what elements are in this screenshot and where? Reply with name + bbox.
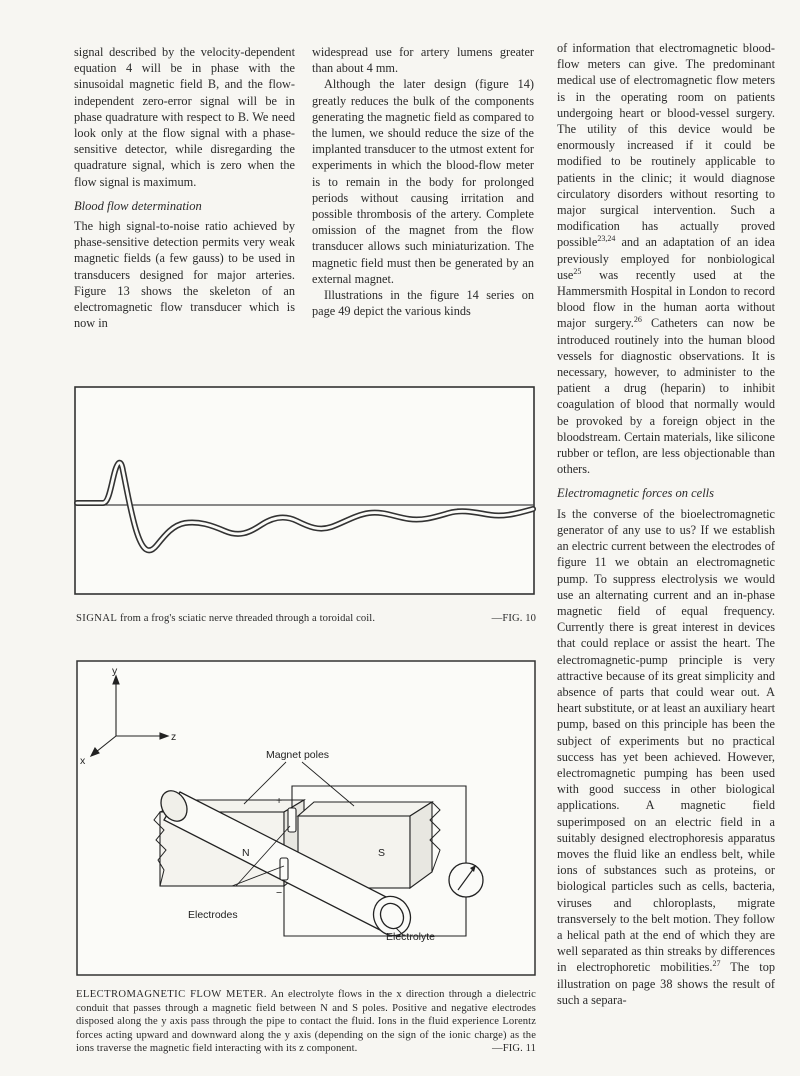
paragraph: The high signal-to-noise ratio achieved by phase-sensitive detection permits very weak magnetic fields (a few gauss) to be used in transducers designed for major arteries. Figure 13 shows the skeleton of an electromagnetic flow transducer which is now in: [74, 219, 295, 331]
positive-electrode: [288, 808, 296, 832]
section-heading: Blood flow determination: [74, 198, 202, 213]
figure-11-caption: ELECTROMAGNETIC FLOW METER. An electrolyte flows in the x direction through a dielectric conduit that passes through a magnetic field between N and S poles. Positive and negative electrodes disposed along the y axis pass through the pipe to contact the fluid. Ions in the fluid experience Lorentz forces acting upward and downward along the y axis (depending on the sign of the ionic charge) as the ions traverse the magnetic field interacting with its z component. —FIG. 11: [76, 989, 536, 1054]
figure-10-caption: SIGNAL from a frog's sciatic nerve threaded through a toroidal coil. —FIG. 10: [76, 613, 536, 624]
text-column-2: [312, 44, 534, 319]
paragraph: Illustrations in the figure 14 series on page 49 depict the various kinds: [312, 288, 534, 319]
reference-mark: 23,24: [597, 234, 616, 244]
plus-sign: +: [276, 795, 283, 807]
meter-icon: [449, 863, 483, 897]
text-column-3: [557, 40, 775, 1008]
paragraph: Although the later design (figure 14) greatly reduces the bulk of the components generating the magnetic field as compared to the lumen, we should reduce the size of the implanted transducer to the utmost extent for experiments in which the blood-flow meter is to remain in the body for prolonged periods without causing irritation and possible thrombosis of the artery. Complete omission of the magnet from the flow transducer allows such miniaturization. The magnetic field must then be generated by an external magnet.: [312, 77, 534, 286]
figure-label: —FIG. 11: [492, 1043, 536, 1054]
label-electrodes: Electrodes: [188, 909, 238, 921]
section-heading: Electromagnetic forces on cells: [557, 486, 715, 501]
axis-label-y: y: [112, 665, 118, 677]
text-column-1: [74, 44, 295, 331]
figure-frame: [75, 387, 534, 594]
axis-label-z: z: [171, 731, 177, 743]
figure-10-oscilloscope-trace: [73, 385, 536, 596]
paragraph: widespread use for artery lumens greater than about 4 mm.: [312, 45, 534, 76]
reference-mark: 25: [573, 266, 582, 276]
figure-label: —FIG. 10: [491, 613, 536, 624]
paragraph: Is the converse of the bioelectromagnetic generator of any use to us? If we establish an electric current between the electrodes of figure 11 we obtain an electromagnetic pump. To suppress electrolysis we would use an alternating current and an in-phase magnetic field of equal frequency. Currently there is great interest in devices that could replace or assist the heart. The electromagnetic-pump principle is very attractive because of its great simplicity and absence of parts that could wear out. A heart substitute, or at least an auxiliary heart pump, based on this principle has been the subject of experiments but no practical success has yet been achieved. However, electromagnetic pumping has been used with good success in other biological applications. A magnetic field superimposed on an electric field in a suitably designed electrophoresis apparatus moves the fluid like an endless belt, while ions of substances such as proteins, or biological particles such as cells, bacteria, viruses and chloroplasts, migrate transversely to the belt motion. They follow a helical path at the end of which they are well separated as thin streaks by differences in electrophoretic mobilities.$^{27}$ The top illustration on page 38 shows the result of such a separa-: [557, 506, 775, 1007]
label-s: S: [378, 847, 386, 859]
paragraph: of information that electromagnetic blood-flow meters can give. The predominant medical use of electromagnetic flow meters is in the operating room on patients undergoing heart or blood-vessel surgery. The utility of this device would be enormously increased if it could be modified to be routinely applicable to patients in the clinic; it would diagnose circulatory disorders without resorting to major surgical intervention. Such a modification has actually proved possible$^{23,24}$ and an adaptation of an idea previously employed for nonbiological use$^{25}$ was recently used at the Hammersmith Hospital in London to record blood flow in the human aorta without major surgery.$^{26}$ Catheters can now be introduced routinely into the human blood vessels for diagnostic observations. It is necessary, however, to administer to the patient a drug (heparin) to inhibit coagulation of blood that normally would be provoked by a foreign object in the bloodstream. Certain materials, like silicone rubber or teflon, are less objectionable than others.: [557, 41, 775, 477]
minus-sign: −: [276, 887, 283, 899]
reference-mark: 27: [712, 959, 721, 969]
axis-label-x: x: [80, 755, 86, 767]
reference-mark: 26: [633, 315, 642, 325]
figure-11-flow-meter-diagram: [76, 660, 536, 976]
paragraph: signal described by the velocity-dependent equation 4 will be in phase with the sinusoidal magnetic field B, and the flow-independent zero-error signal will be in phase quadrature with respect to B. We need look only at the flow signal with a phase-sensitive detector, while disregarding the quadrature signal, which is zero when the flow signal is maximum.: [74, 45, 295, 189]
negative-electrode: [280, 858, 288, 880]
label-magnet-poles: Magnet poles: [266, 749, 330, 761]
label-electrolyte: Electrolyte: [386, 931, 436, 943]
label-n: N: [242, 847, 250, 859]
